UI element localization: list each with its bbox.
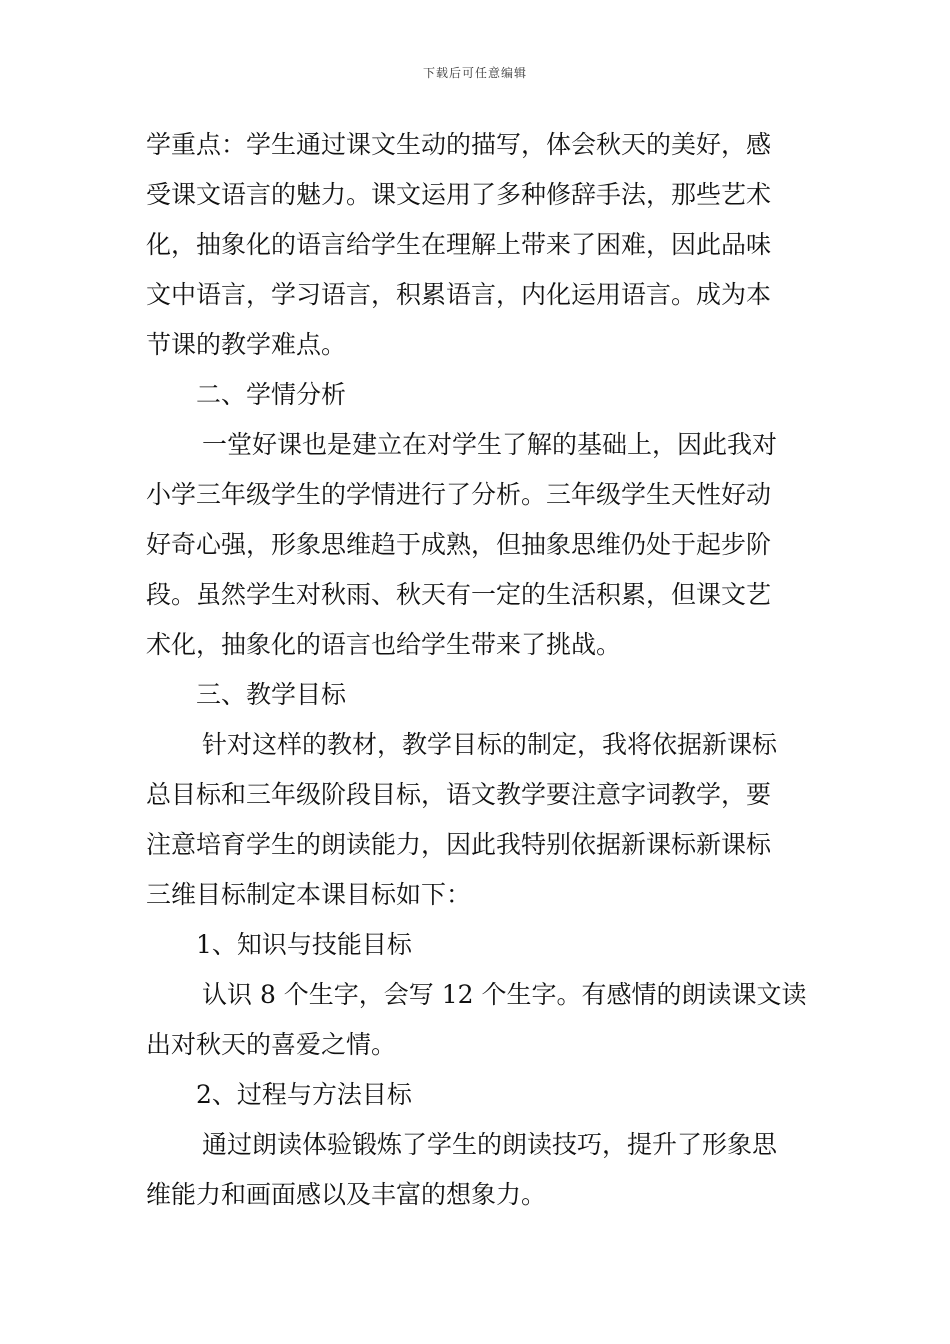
paragraph-line: 好奇心强，形象思维趋于成熟，但抽象思维仍处于起步阶 [146,530,772,559]
paragraph-line: 总目标和三年级阶段目标，语文教学要注意字词教学，要 [146,780,772,809]
section-heading: 三、教学目标 [196,680,347,709]
paragraph-line: 术化，抽象化的语言也给学生带来了挑战。 [146,630,622,659]
paragraph-line: 文中语言，学习语言，积累语言，内化运用语言。成为本 [146,280,772,309]
subsection-heading: 2、过程与方法目标 [196,1080,412,1109]
paragraph-line: 针对这样的教材，教学目标的制定，我将依据新课标 [202,730,778,759]
paragraph-line: 化，抽象化的语言给学生在理解上带来了困难，因此品味 [146,230,772,259]
paragraph-line: 维能力和画面感以及丰富的想象力。 [146,1180,547,1209]
paragraph-line: 三维目标制定本课目标如下： [146,880,472,909]
section-heading: 二、学情分析 [196,380,347,409]
paragraph-line: 注意培育学生的朗读能力，因此我特别依据新课标新课标 [146,830,772,859]
paragraph-line: 出对秋天的喜爱之情。 [146,1030,397,1059]
paragraph-line: 段。虽然学生对秋雨、秋天有一定的生活积累，但课文艺 [146,580,772,609]
document-body [146,120,810,1220]
paragraph-line: 学重点：学生通过课文生动的描写，体会秋天的美好，感 [146,130,772,159]
paragraph-line: 小学三年级学生的学情进行了分析。三年级学生天性好动 [146,480,772,509]
paragraph-line: 节课的教学难点。 [146,330,347,359]
paragraph-line: 通过朗读体验锻炼了学生的朗读技巧，提升了形象思 [202,1130,778,1159]
subsection-heading: 1、知识与技能目标 [196,930,412,959]
paragraph-line: 受课文语言的魅力。课文运用了多种修辞手法，那些艺术 [146,180,772,209]
paragraph-line: 认识 8 个生字，会写 12 个生字。有感情的朗读课文读 [202,980,807,1009]
page-header: 下载后可任意编辑 [422,66,527,80]
paragraph-line: 一堂好课也是建立在对学生了解的基础上，因此我对 [202,430,778,459]
